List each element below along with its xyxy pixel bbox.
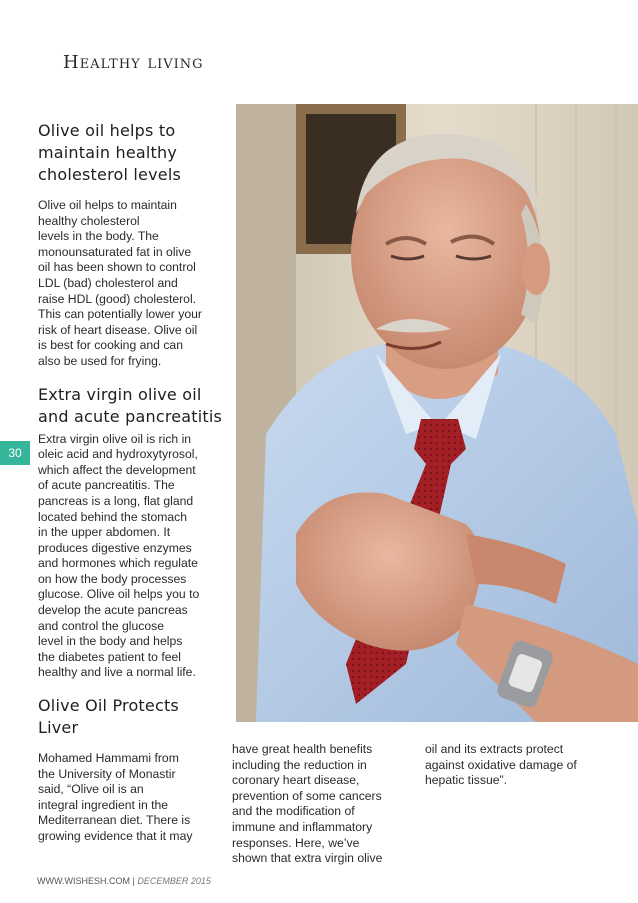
- right-column: [425, 742, 625, 789]
- middle-column: [232, 742, 412, 867]
- heading-pancreatitis: Extra virgin olive oil and acute pancreatitis: [38, 384, 223, 426]
- section-title: Healthy living: [63, 52, 204, 73]
- left-column: [38, 120, 234, 845]
- body-pancreatitis: Extra virgin olive oil is rich in oleic acid and hydroxytyrosol, which affect the development of acute pancreatitis. The pancreas is a long, flat gland located behind the stomach in the upper abdomen. It produces digestive enzymes and hormones which regulate on how the body processes glucose. Olive oil helps you to develop the acute pancreas and control the glucose level in the body and helps the diabetes patient to feel healthy and live a normal life.: [38, 431, 200, 680]
- footer-date: DECEMBER 2015: [137, 876, 211, 886]
- footer-site: WWW.WISHESH.COM: [37, 876, 130, 886]
- heading-cholesterol: Olive oil helps to maintain healthy cholesterol levels: [38, 121, 181, 184]
- footer-separator: |: [132, 876, 135, 886]
- footer: [37, 876, 211, 886]
- page-number-tab: 30: [0, 441, 30, 465]
- body-liver-cont: have great health benefits including the reduction in coronary heart disease, prevention of some cancers and the modification of immune and inflammatory responses. Here, we’ve shown that extra virgin olive: [232, 742, 383, 866]
- body-cholesterol: Olive oil helps to maintain healthy cholesterol levels in the body. The monounsaturated fat in olive oil has been shown to control LDL (bad) cholesterol and raise HDL (good) cholesterol. This can potentially lower your risk of heart disease. Olive oil is best for cooking and can also be used for frying.: [38, 198, 202, 368]
- heading-liver: Olive Oil Protects Liver: [38, 696, 179, 738]
- body-liver: Mohamed Hammami from the University of Monastir said, “Olive oil is an integral ingredient in the Mediterranean diet. There is growing evidence that it may: [38, 751, 193, 843]
- man-chest-pain-photo: [236, 104, 638, 722]
- body-liver-end: oil and its extracts protect against oxidative damage of hepatic tissue”.: [425, 742, 577, 788]
